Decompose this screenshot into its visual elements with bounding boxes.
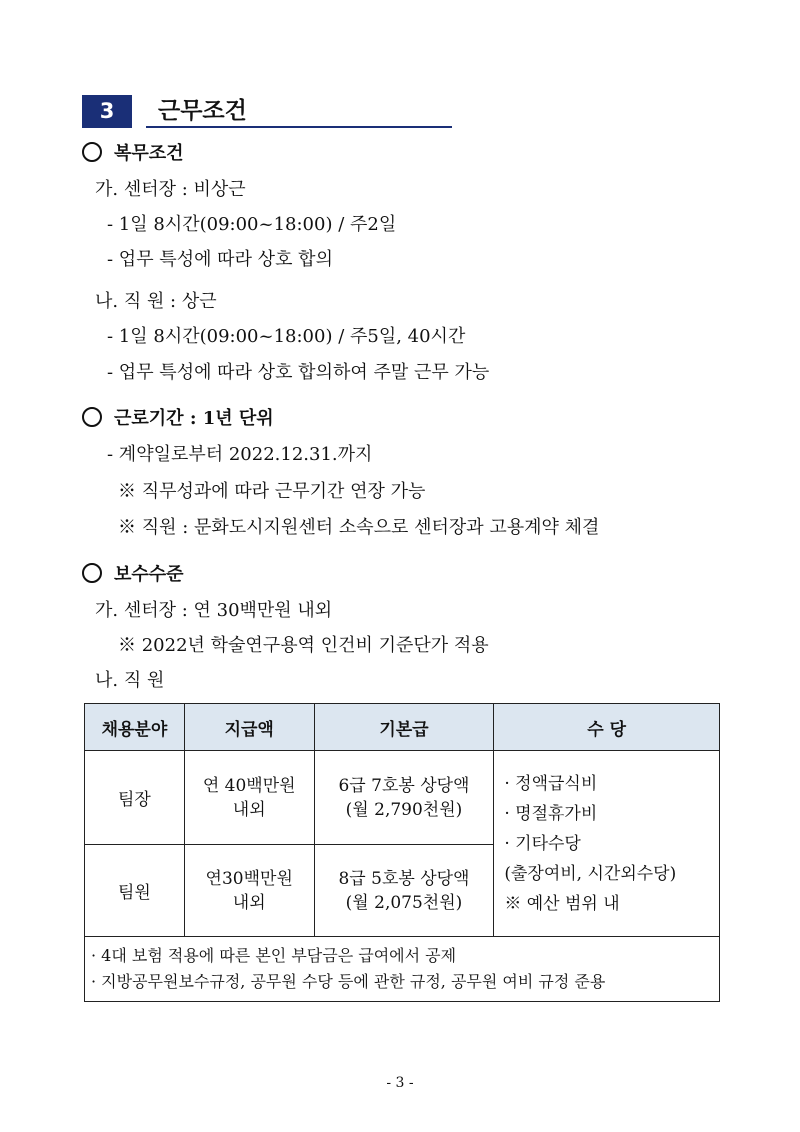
section-number: 3 — [82, 95, 132, 128]
salary-table — [84, 703, 720, 1002]
note-item: · 지방공무원보수규정, 공무원 수당 등에 관한 규정, 공무원 여비 규정 준용 — [91, 972, 606, 991]
term-heading: 근로기간 : 1년 단위 — [114, 408, 274, 429]
table-header-row — [85, 704, 720, 751]
allowance-item: · 정액급식비 — [504, 773, 598, 794]
allowance-detail: (출장여비, 시간외수당) — [504, 863, 677, 884]
section-heading — [82, 95, 452, 131]
field-cell: 팀장 — [85, 751, 185, 845]
base-cell: 6급 7호봉 상당액 (월 2,790천원) — [314, 751, 494, 845]
director-agreement: - 업무 특성에 따라 상호 합의 — [107, 249, 333, 270]
table-row — [85, 751, 720, 845]
pay-heading: 보수수준 — [114, 564, 184, 585]
director-label: 가. 센터장 : 비상근 — [95, 179, 246, 200]
page-number: - 3 - — [386, 1075, 414, 1091]
section-title: 근무조건 — [146, 95, 452, 128]
note-item: · 4대 보험 적용에 따른 본인 부담금은 급여에서 공제 — [91, 946, 457, 965]
duty-heading: 복무조건 — [114, 143, 184, 164]
header-allowance: 수 당 — [494, 704, 720, 751]
circle-bullet-icon — [82, 407, 102, 427]
allowance-note: ※ 예산 범위 내 — [504, 893, 620, 914]
circle-bullet-icon — [82, 142, 102, 162]
term-heading-line — [82, 406, 274, 432]
term-contract-note: ※ 직원 : 문화도시지원센터 소속으로 센터장과 고용계약 체결 — [118, 517, 600, 538]
field-cell: 팀원 — [85, 845, 185, 937]
term-extension-note: ※ 직무성과에 따라 근무기간 연장 가능 — [118, 481, 426, 502]
allowance-item: · 기타수당 — [504, 833, 581, 854]
allowance-cell — [494, 751, 720, 937]
circle-bullet-icon — [82, 563, 102, 583]
allowance-item: · 명절휴가비 — [504, 803, 598, 824]
staff-label: 나. 직 원 : 상근 — [95, 291, 217, 312]
pay-heading-line — [82, 562, 184, 588]
pay-cell: 연30백만원 내외 — [184, 845, 314, 937]
staff-agreement: - 업무 특성에 따라 상호 합의하여 주말 근무 가능 — [107, 362, 490, 383]
term-until: - 계약일로부터 2022.12.31.까지 — [107, 444, 373, 465]
pay-staff-label: 나. 직 원 — [95, 670, 165, 691]
base-cell: 8급 5호봉 상당액 (월 2,075천원) — [314, 845, 494, 937]
pay-director: 가. 센터장 : 연 30백만원 내외 — [95, 600, 333, 621]
header-field: 채용분야 — [85, 704, 185, 751]
notes-cell — [85, 937, 720, 1002]
notes-row — [85, 937, 720, 1002]
staff-hours: - 1일 8시간(09:00~18:00) / 주5일, 40시간 — [107, 326, 466, 347]
header-pay: 지급액 — [184, 704, 314, 751]
pay-cell: 연 40백만원 내외 — [184, 751, 314, 845]
pay-director-note: ※ 2022년 학술연구용역 인건비 기준단가 적용 — [118, 635, 489, 656]
director-hours: - 1일 8시간(09:00~18:00) / 주2일 — [107, 214, 397, 235]
header-base: 기본급 — [314, 704, 494, 751]
duty-heading-line — [82, 141, 184, 167]
